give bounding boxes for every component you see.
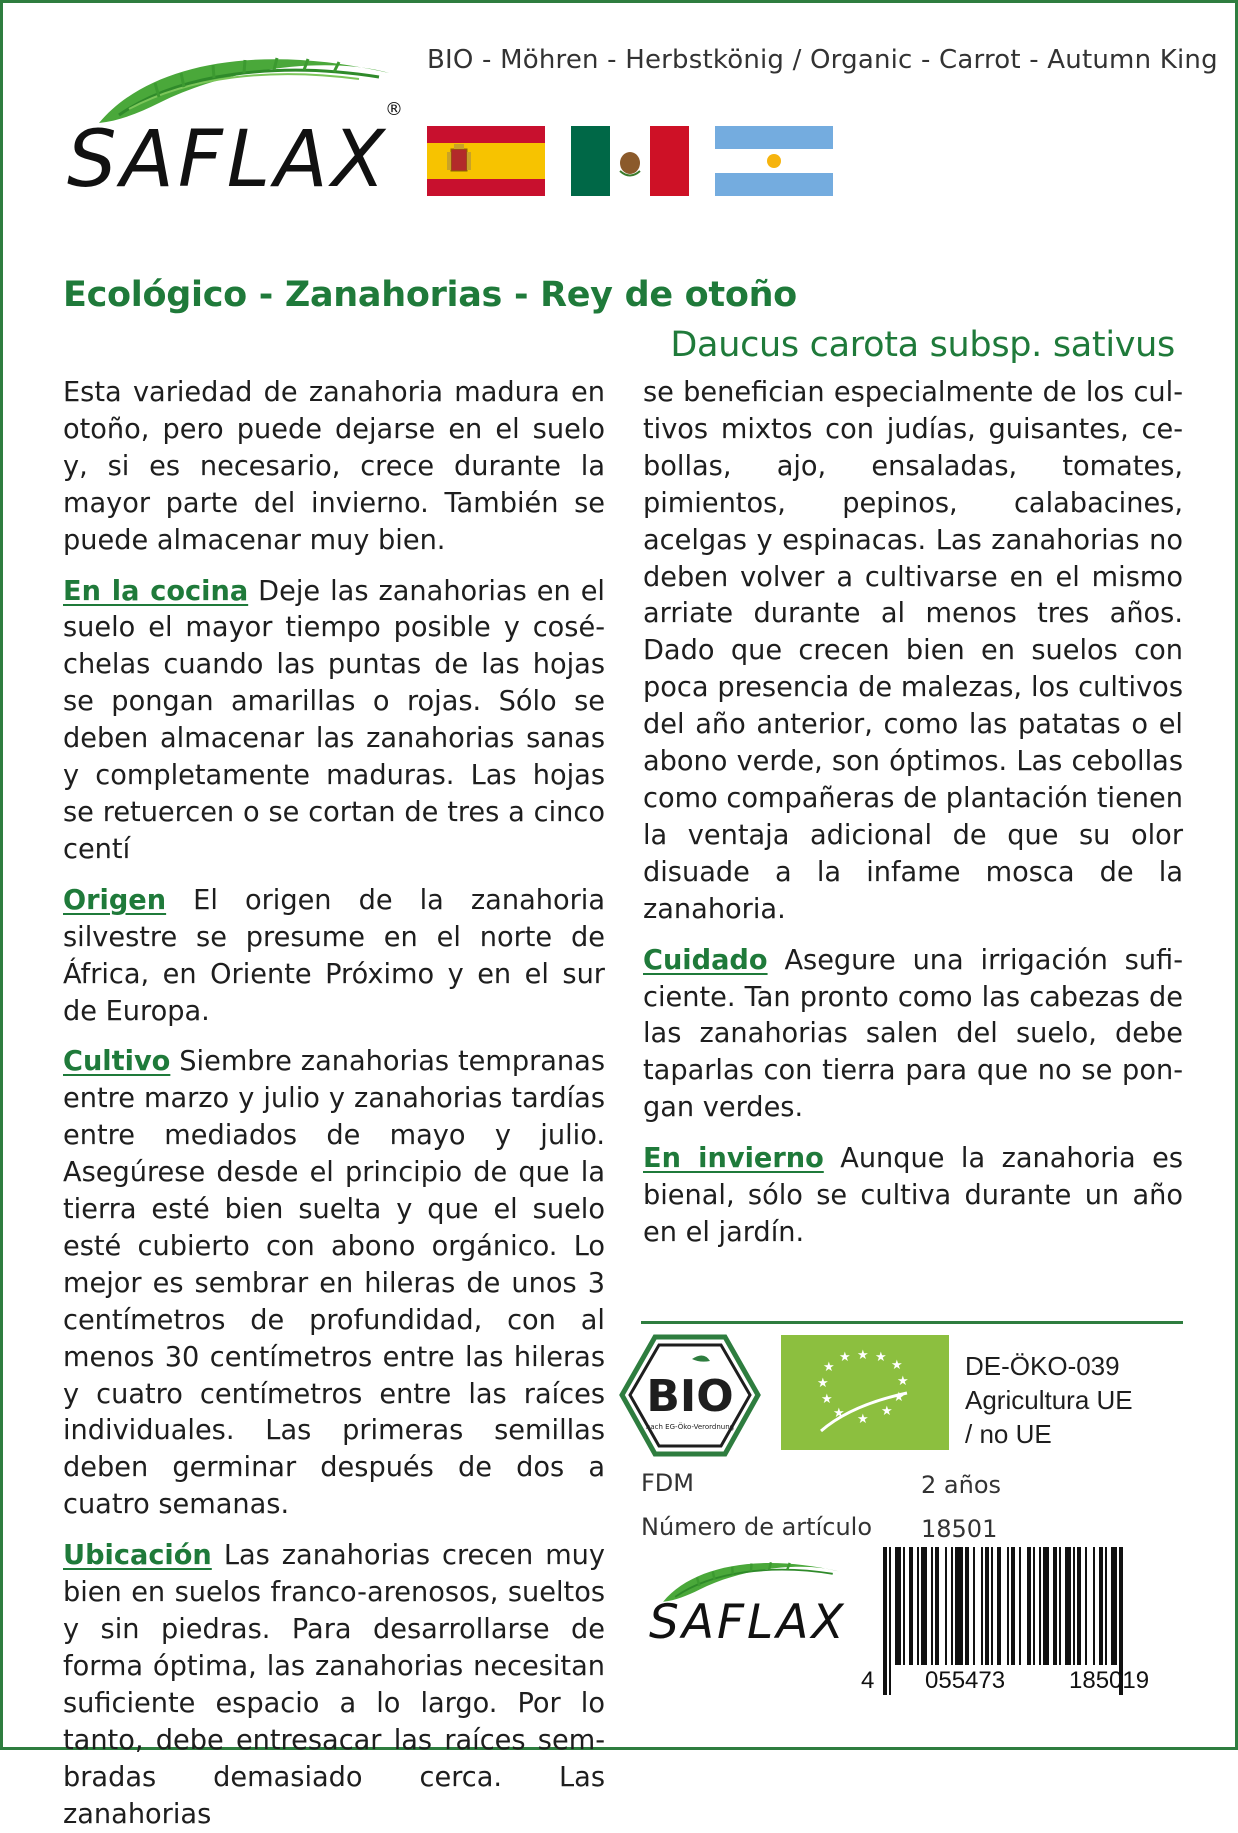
section-heading: Ubicación xyxy=(63,1540,212,1572)
barcode-bar xyxy=(921,1547,927,1665)
eu-leaf-stars-icon xyxy=(781,1335,949,1450)
barcode-bar xyxy=(965,1547,969,1665)
fdm-label: FDM xyxy=(641,1469,694,1497)
barcode-bar xyxy=(917,1547,919,1665)
barcode-bar xyxy=(895,1547,901,1665)
barcode-bar xyxy=(997,1547,1001,1665)
eco-control-code: DE-ÖKO-039 xyxy=(965,1351,1120,1381)
spain-flag-icon xyxy=(427,126,545,196)
barcode-bar xyxy=(955,1547,963,1665)
section-cocina xyxy=(63,574,605,869)
barcode-bar xyxy=(889,1547,891,1695)
saflax-logo xyxy=(65,43,415,213)
barcode-bar xyxy=(1111,1547,1117,1665)
barcode-bar xyxy=(985,1547,989,1665)
bio-seal-icon xyxy=(620,1333,760,1458)
certification-text xyxy=(965,1349,1133,1451)
section-text: Siembre zanahorias tempranas entre marzo y julio y zanahorias tardías entre mediados de mayo y julio. Asegúrese desde el principio de que la tierra esté bien suelta y que el suelo esté cubierto con abono orgánico. Lo mejor es sembrar en hileras de unos 3 centímetros de profundidad, con al menos 30 centímetros entre las hileras y cuatro centímetros entre las raíces individuales. Las primeras semillas deben germinar después de dos a cuatro semanas. xyxy=(63,1046,605,1521)
section-text: Asegure una irrigación suficiente. Tan pronto como las cabezas de las zanahorias salen del suelo, debe taparlas con tierra para que no se pongan verdes. xyxy=(643,944,1183,1124)
barcode-bar xyxy=(1059,1547,1061,1665)
barcode-bar xyxy=(951,1547,953,1665)
barcode-bar xyxy=(981,1547,983,1665)
svg-text:★: ★ xyxy=(891,1358,903,1373)
barcode-digits-left: 055473 xyxy=(925,1667,1006,1694)
barcode-bar xyxy=(1007,1547,1009,1665)
svg-text:★: ★ xyxy=(839,1350,851,1365)
barcode-bar xyxy=(1043,1547,1049,1665)
eu-organic-logo xyxy=(781,1335,949,1450)
bio-seal-text: BIO xyxy=(646,1371,734,1422)
text-column-left xyxy=(63,375,605,1833)
section-ubicacion xyxy=(63,1538,605,1833)
article-number-label: Número de artículo xyxy=(641,1513,872,1541)
section-text: Las zanahorias crecen muy bien en suelos franco-arenosos, sueltos y sin piedras. Para desarrollarse de forma óptima, las zanahorias necesitan suficiente espacio a lo largo. Por lo tanto, debe entresacar las raíces sembradas demasiado cerca. Las zanahorias xyxy=(63,1540,605,1830)
agriculture-origin: Agricultura UE xyxy=(965,1385,1133,1415)
barcode-bar xyxy=(1011,1547,1015,1665)
barcode-bar xyxy=(1033,1547,1035,1665)
section-heading: Cuidado xyxy=(643,944,768,976)
svg-text:★: ★ xyxy=(821,1392,833,1407)
mexico-flag-icon xyxy=(571,126,689,196)
svg-text:★: ★ xyxy=(857,1412,869,1427)
svg-text:★: ★ xyxy=(881,1404,893,1419)
svg-text:★: ★ xyxy=(875,1350,887,1365)
article-number-value: 18501 xyxy=(921,1515,998,1543)
text-column-right xyxy=(643,375,1183,1252)
svg-text:★: ★ xyxy=(857,1348,869,1363)
barcode-bar xyxy=(909,1547,913,1665)
section-heading: Origen xyxy=(63,884,167,916)
saflax-logo-small xyxy=(643,1553,863,1663)
section-heading: Cultivo xyxy=(63,1046,171,1078)
barcode-digits-right: 185019 xyxy=(1069,1667,1150,1694)
barcode-bar xyxy=(973,1547,975,1665)
barcode-bar xyxy=(1099,1547,1103,1665)
registered-mark: ® xyxy=(385,99,403,120)
continuation-paragraph: se benefician especialmente de los cultivos mixtos con judías, guisantes, cebollas, ajo, ensaladas, tomates, pimientos, pepinos, calabacines, acelgas y espinacas. Las zanahorias no deben volver a cultivarse en el mismo arriate durante al menos tres años. Dado que crecen bien en suelos con poca presencia de malezas, los cultivos del año anterior, como las patatas o el abono verde, son óptimos. Las cebollas como compañeras de plantación tienen la ventaja adicional de que su olor disuade a la infame mosca de la zanahoria. xyxy=(643,377,1183,925)
intro-paragraph: Esta variedad de zanahoria madura en otoño, pero puede dejarse en el suelo y, si es necesario, crece durante la mayor parte del invierno. También se puede almacenar muy bien. xyxy=(63,377,605,556)
svg-text:★: ★ xyxy=(893,1390,905,1405)
latin-name: Daucus carota subsp. sativus xyxy=(670,325,1175,365)
barcode-bar xyxy=(1027,1547,1031,1665)
barcode-bar xyxy=(1085,1547,1087,1665)
section-text: Aunque la zanahoria es bienal, sólo se cultiva durante un año en el jardín. xyxy=(643,1143,1183,1248)
barcode-bar xyxy=(1053,1547,1057,1665)
brand-wordmark: SAFLAX xyxy=(649,1595,847,1650)
barcode-bar xyxy=(903,1547,905,1665)
barcode-bar xyxy=(991,1547,993,1665)
svg-text:★: ★ xyxy=(817,1376,829,1391)
barcode-bar xyxy=(931,1547,933,1665)
product-top-line: BIO - Möhren - Herbstkönig / Organic - Carrot - Autumn King xyxy=(427,45,1218,75)
bio-seal-subtext: nach EG-Öko-Verordnung xyxy=(645,1423,735,1431)
brand-wordmark: SAFLAX xyxy=(67,115,389,205)
section-origen xyxy=(63,883,605,1031)
barcode-bar xyxy=(1019,1547,1021,1665)
barcode-bar xyxy=(1065,1547,1071,1665)
barcode-bar xyxy=(1093,1547,1095,1665)
barcode-bar xyxy=(1073,1547,1075,1665)
barcode-bar xyxy=(945,1547,947,1665)
barcode-bar xyxy=(1105,1547,1107,1665)
page-title: Ecológico - Zanahorias - Rey de otoño xyxy=(63,275,797,315)
barcode-bar xyxy=(1039,1547,1041,1665)
svg-text:★: ★ xyxy=(833,1406,845,1421)
section-heading: En invierno xyxy=(643,1143,824,1175)
section-invierno xyxy=(643,1141,1183,1252)
svg-text:★: ★ xyxy=(823,1360,835,1375)
barcode-first-digit: 4 xyxy=(861,1667,875,1694)
argentina-flag-icon xyxy=(715,126,833,196)
section-heading: En la cocina xyxy=(63,575,249,607)
svg-text:★: ★ xyxy=(897,1374,909,1389)
section-cuidado xyxy=(643,943,1183,1128)
fdm-value: 2 años xyxy=(921,1471,1002,1499)
section-cultivo xyxy=(63,1044,605,1524)
section-text: Deje las zanahorias en el suelo el mayor tiempo posible y coséchelas cuando las puntas de las hojas se pongan amarillas o rojas. Sólo se deben almacenar las zanahorias sanas y completamente maduras. Las hojas se retuercen o se cortan de tres a cinco centí xyxy=(63,575,605,865)
barcode-bar xyxy=(883,1547,887,1695)
barcode-bar xyxy=(1077,1547,1081,1665)
divider-line xyxy=(641,1321,1183,1324)
agriculture-origin-2: / no UE xyxy=(965,1419,1052,1449)
barcode-bar xyxy=(935,1547,939,1665)
section-text: El origen de la zanahoria silvestre se presume en el norte de África, en Oriente Próximo y en el sur de Europa. xyxy=(63,884,605,1027)
